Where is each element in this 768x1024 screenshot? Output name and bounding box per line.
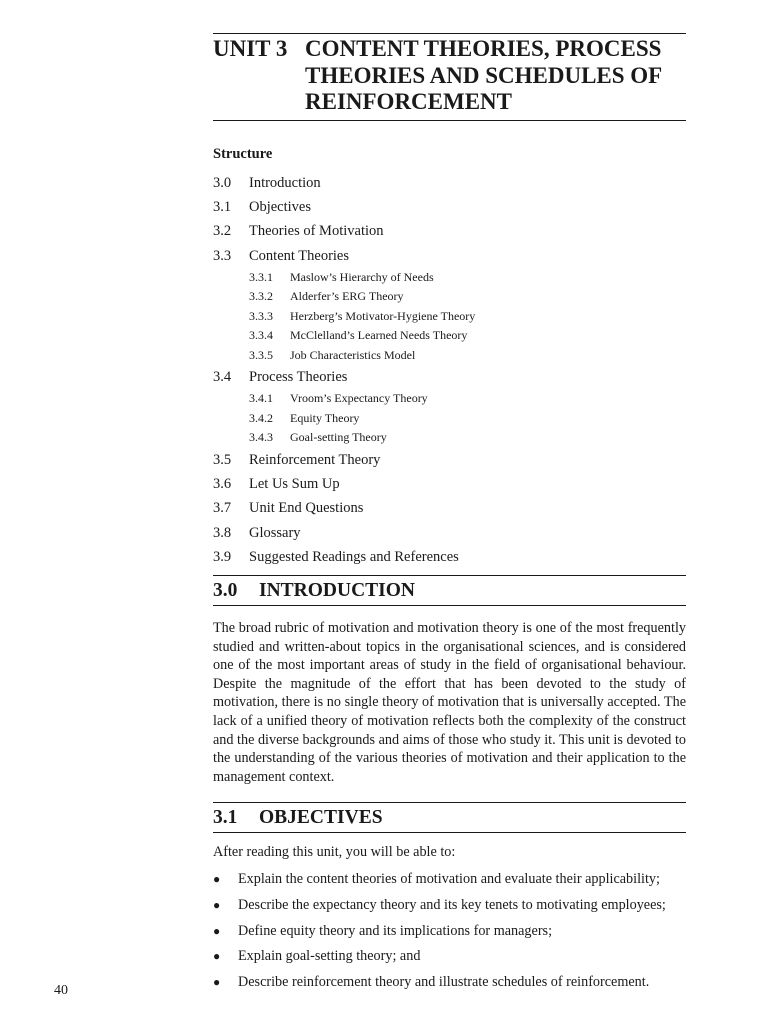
toc-label: Suggested Readings and References: [249, 548, 459, 565]
toc-subitem: [213, 346, 686, 366]
toc-label: Maslow’s Hierarchy of Needs: [290, 269, 434, 284]
unit-number: UNIT 3: [213, 36, 288, 61]
toc-number: 3.4: [213, 369, 232, 386]
toc-label: Job Characteristics Model: [290, 347, 416, 362]
toc-label: Introduction: [249, 175, 321, 191]
introduction-paragraph: The broad rubric of motivation and motivation theory is one of the most frequently studied and written-about topics in the organisational sciences, and is considered one of the most important areas of study in the field of organisational behaviour. Despite the magnitude of the effort that has been devoted to the study of motivation, there is no single theory of motivation that is universally accepted. The lack of a unified theory of motivation reflects both the complexity of the construct and the diverse backgrounds and aims of those who study it. This unit is devoted to the understanding of the various theories of motivation and their application to the management context.: [213, 620, 686, 785]
toc-label: Unit End Questions: [249, 500, 364, 517]
toc-label: McClelland’s Learned Needs Theory: [290, 328, 468, 343]
objectives-heading: [213, 802, 686, 833]
list-item: [213, 921, 693, 947]
toc-number: 3.4.1: [249, 391, 273, 406]
toc-label: Alderfer’s ERG Theory: [290, 289, 404, 304]
toc-subitem: [213, 268, 686, 288]
toc-number: 3.4.2: [249, 410, 273, 425]
list-item-text: Describe reinforcement theory and illustrate schedules of reinforcement.: [238, 974, 650, 991]
toc-number: 3.0: [213, 175, 232, 191]
toc-item: [213, 448, 686, 472]
list-item: [213, 946, 693, 972]
list-item: [213, 869, 693, 895]
toc-label: Content Theories: [249, 247, 350, 264]
unit-title: [213, 33, 686, 121]
toc-number: 3.3.4: [249, 328, 273, 343]
toc-subitem: [213, 287, 686, 307]
toc-label: Glossary: [249, 524, 301, 541]
toc-label: Herzberg’s Motivator-Hygiene Theory: [290, 308, 476, 323]
toc-label: Vroom’s Expectancy Theory: [290, 391, 428, 406]
unit-title-text: [305, 36, 686, 116]
unit-title-line: REINFORCEMENT: [305, 89, 513, 114]
list-item-text: Describe the expectancy theory and its key tenets to motivating employees;: [238, 896, 666, 913]
table-of-contents: [213, 171, 686, 569]
toc-subitem: [213, 326, 686, 346]
section-title: OBJECTIVES: [259, 807, 383, 828]
section-number: 3.1: [213, 807, 238, 828]
list-item-text: Define equity theory and its implications for managers;: [238, 922, 553, 939]
toc-label: Objectives: [249, 199, 312, 216]
toc-number: 3.3.5: [249, 347, 273, 362]
bullet-icon: ●: [213, 923, 221, 938]
toc-number: 3.8: [213, 524, 232, 541]
toc-number: 3.5: [213, 451, 232, 468]
toc-subitem: [213, 428, 686, 448]
toc-item: [213, 472, 686, 496]
toc-label: Reinforcement Theory: [249, 451, 381, 468]
bullet-icon: ●: [213, 949, 221, 964]
list-item: [213, 895, 693, 921]
toc-number: 3.9: [213, 548, 232, 565]
objectives-lead: After reading this unit, you will be able to:: [213, 844, 456, 860]
toc-item: [213, 244, 686, 268]
toc-label: Theories of Motivation: [249, 223, 384, 240]
page-number: 40: [54, 983, 68, 998]
toc-label: Equity Theory: [290, 410, 360, 425]
toc-number: 3.3.1: [249, 269, 273, 284]
toc-item: [213, 496, 686, 520]
toc-subitem: [213, 389, 686, 409]
toc-number: 3.3: [213, 247, 232, 264]
toc-item: [213, 171, 686, 195]
bullet-icon: ●: [213, 975, 221, 990]
toc-subitem: [213, 307, 686, 327]
toc-number: 3.3.3: [249, 308, 273, 323]
list-item-text: Explain the content theories of motivation and evaluate their applicability;: [238, 871, 660, 887]
toc-item: [213, 545, 686, 569]
toc-number: 3.7: [213, 500, 232, 517]
toc-label: Goal-setting Theory: [290, 430, 387, 445]
toc-item: [213, 521, 686, 545]
objectives-list: [213, 869, 693, 998]
list-item: [213, 972, 693, 998]
toc-number: 3.6: [213, 476, 232, 493]
toc-number: 3.3.2: [249, 289, 273, 304]
toc-item: [213, 365, 686, 389]
toc-item: [213, 219, 686, 243]
toc-number: 3.1: [213, 199, 232, 216]
bullet-icon: ●: [213, 897, 221, 912]
list-item-text: Explain goal-setting theory; and: [238, 948, 421, 965]
unit-title-line: THEORIES AND SCHEDULES OF: [305, 62, 663, 88]
toc-label: Let Us Sum Up: [249, 476, 340, 493]
introduction-heading: [213, 575, 686, 606]
toc-item: [213, 195, 686, 219]
unit-title-line: CONTENT THEORIES, PROCESS: [305, 36, 662, 61]
toc-subitem: [213, 409, 686, 429]
bullet-icon: ●: [213, 872, 221, 886]
toc-label: Process Theories: [249, 369, 348, 386]
section-number: 3.0: [213, 580, 238, 601]
toc-number: 3.2: [213, 223, 232, 240]
section-title: INTRODUCTION: [259, 580, 416, 601]
structure-heading: Structure: [213, 146, 273, 162]
toc-number: 3.4.3: [249, 430, 273, 445]
